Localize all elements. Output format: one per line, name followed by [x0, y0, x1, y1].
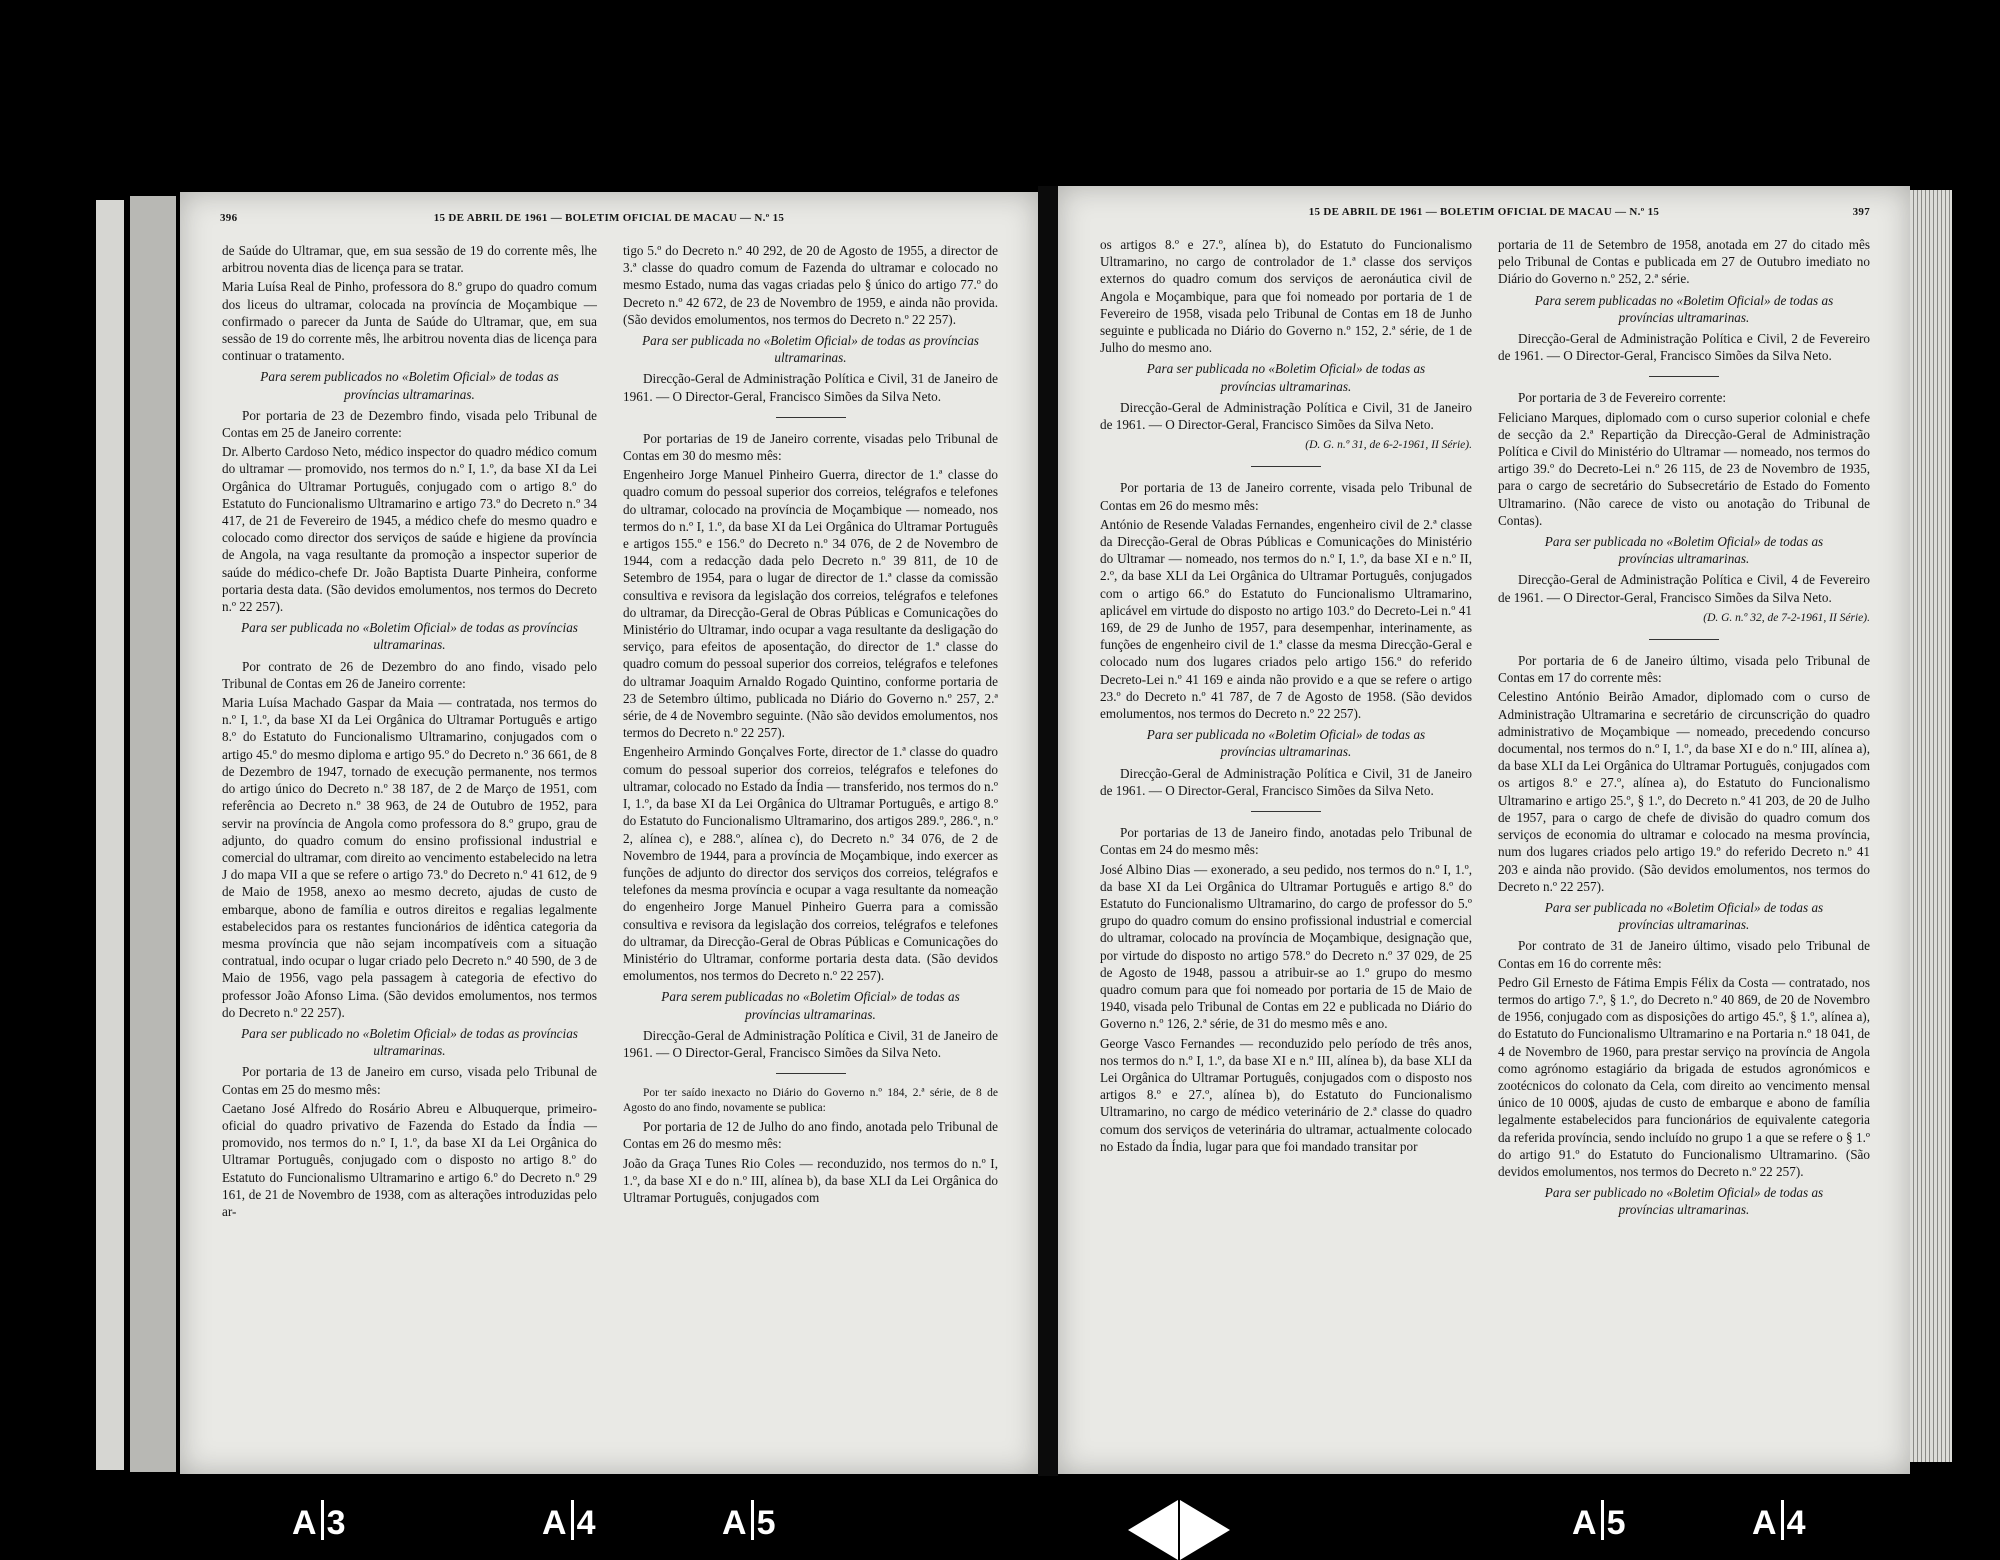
paragraph: João da Graça Tunes Rio Coles — reconduzido, nos termos do n.º I, 1.º, da base XI e do n.º III, alínea b), da base XLI da Lei Orgânica do Ultramar Português, conjugados com	[623, 1155, 998, 1205]
film-label-number: 5	[756, 1504, 777, 1542]
publication-note: Para serem publicados no «Boletim Oficial» de todas as províncias ultramarinas.	[260, 369, 559, 402]
order-intro: Por portaria de 13 de Janeiro em curso, visada pelo Tribunal de Contas em 25 do mesmo mês:	[222, 1064, 597, 1097]
paragraph: António de Resende Valadas Fernandes, engenheiro civil de 2.ª classe da Direcção-Geral de Obras Públicas e Comunicações do Ministério do Ultramar — nomeado, nos termos do n.º I, 1.º, da base XI e n.º II, 2.º, da base XLI da Lei Orgânica do Ultramar Português, conjugados com o artigo 66.º do Estatuto do Funcionalismo Ultramarino, aplicável em virtude do disposto no artigo 103.º do Decreto-Lei n.º 41 169, de 29 de Junho de 1957, para desempenhar, interinamente, as funções de engenheiro civil de 1.ª classe da mesma Direcção-Geral e colocado num dos lugares criados pelo artigo 156.º do referido Decreto-Lei n.º 41 169 e ainda não provido e a que se refere o artigo 23.º do Decreto n.º 41 787, de 7 de Agosto de 1958. (São devidos emolumentos, nos termos do Decreto n.º 22 257).	[1100, 516, 1472, 722]
film-label-number: 4	[1786, 1504, 1807, 1542]
publication-note: Para ser publicada no «Boletim Oficial» de todas as províncias ultramarinas.	[1146, 727, 1426, 760]
right-column-1	[1100, 236, 1472, 1444]
right-column-2	[1498, 236, 1870, 1444]
signature-line: Direcção-Geral de Administração Política e Civil, 31 de Janeiro de 1961. — O Director-Geral, Francisco Simões da Silva Neto.	[1100, 765, 1472, 798]
paragraph: Feliciano Marques, diplomado com o curso superior colonial e chefe de secção da 2.ª Repartição da Direcção-Geral de Administração Política e Civil do Ministério do Ultramar — nomeado, nos termos do artigo 39.º do Decreto-Lei n.º 26 115, de 23 de Novembro de 1935, para o cargo de secretário do Subsecretário de Estado do Fomento Ultramarino. (Não carece de visto ou anotação do Tribunal de Contas).	[1498, 409, 1870, 528]
film-label-number: 5	[1606, 1504, 1627, 1542]
section-divider	[1649, 376, 1719, 377]
film-label-a4-right	[1752, 1500, 1806, 1543]
section-divider	[776, 417, 846, 418]
right-page-number: 397	[1852, 206, 1870, 218]
paragraph: José Albino Dias — exonerado, a seu pedido, nos termos do n.º I, 1.º, da base XI da Lei Orgânica do Ultramar Português e artigo 8.º do Estatuto do Funcionalismo Ultramarino, do cargo de professor do 5.º grupo do quadro comum do ensino profissional industrial e comercial do ultramar, colocado na província de Moçambique, designação que, por virtude do disposto no artigo 578.º do Decreto n.º 37 029, de 25 de Agosto de 1948, passou a atribuir-se ao 1.º grupo do mesmo quadro comum para que foi nomeado por portaria de 15 de Maio de 1940, visada pelo Tribunal de Contas em 22 e publicada no Diário do Governo n.º 126, 2.ª série, de 31 do mesmo mês e ano.	[1100, 861, 1472, 1032]
left-page	[180, 192, 1038, 1474]
publication-note: Para ser publicada no «Boletim Oficial» de todas as províncias ultramarinas.	[1544, 534, 1824, 567]
film-label-letter: A	[722, 1504, 748, 1542]
right-page-stack	[1910, 190, 1952, 1462]
order-intro: Por portaria de 13 de Janeiro corrente, visada pelo Tribunal de Contas em 26 do mesmo mês:	[1100, 480, 1472, 513]
right-page	[1058, 186, 1910, 1474]
film-label-letter: A	[1752, 1504, 1778, 1542]
paragraph: portaria de 11 de Setembro de 1958, anotada em 27 do citado mês pelo Tribunal de Contas e publicada em 27 de Outubro imediato no Diário do Governo n.º 252, 2.ª série.	[1498, 237, 1870, 287]
signature-line: Direcção-Geral de Administração Política e Civil, 4 de Fevereiro de 1961. — O Director-Geral, Francisco Simões da Silva Neto.	[1498, 572, 1870, 605]
left-column-1	[222, 242, 597, 1444]
paragraph: Engenheiro Armindo Gonçalves Forte, director de 1.ª classe do quadro comum do pessoal superior dos correios, telégrafos e telefones do ultramar, colocado no Estado da Índia — transferido, nos termos do n.º I, 1.º, da base XI da Lei Orgânica do Ultramar Português, e artigo 8.º do Estatuto do Funcionalismo Ultramarino, dos artigos 289.º, 286.º, n.º 2, alínea c), e 288.º, alínea c), do Decreto n.º 34 076, de 2 de Novembro de 1944, para a província de Moçambique, indo exercer as funções de adjunto do director dos serviços dos correios, telégrafos e telefones da mesma província e ocupar a vaga resultante da nomeação do engenheiro Jorge Manuel Pinheiro Guerra para a comissão consultiva e revisora da legislação dos correios, telégrafos e telefones do ultramar, da Direcção-Geral de Obras Públicas e Comunicações do Ministério do Ultramar, conforme portaria desta data. (São devidos emolumentos, nos termos do Decreto n.º 22 257).	[623, 744, 998, 984]
signature-line: Direcção-Geral de Administração Política e Civil, 31 de Janeiro de 1961. — O Director-Geral, Francisco Simões da Silva Neto.	[1100, 399, 1472, 433]
order-intro: Por portaria de 23 de Dezembro findo, visada pelo Tribunal de Contas em 25 de Janeiro corrente:	[222, 407, 597, 441]
order-intro: Por portaria de 3 de Fevereiro corrente:	[1518, 390, 1726, 406]
left-running-title: 15 DE ABRIL DE 1961 — BOLETIM OFICIAL DE MACAU — N.º 15	[433, 212, 785, 224]
left-column-2	[623, 242, 998, 1444]
order-intro: Por portarias de 19 de Janeiro corrente, visadas pelo Tribunal de Contas em 30 do mesmo mês:	[623, 430, 998, 464]
film-label-letter: A	[1572, 1504, 1598, 1542]
signature-line: Direcção-Geral de Administração Política e Civil, 31 de Janeiro de 1961. — O Director-Geral, Francisco Simões da Silva Neto.	[623, 1027, 998, 1060]
paragraph: Dr. Alberto Cardoso Neto, médico inspector do quadro médico comum do ultramar — promovido, nos termos do n.º I, 1.º, da base XI da Lei Orgânica do Ultramar Português, conjugado com o artigo 8.º do Estatuto do Funcionalismo Ultramarino e artigo 73.º do Decreto n.º 34 417, de 21 de Fevereiro de 1945, a médico chefe do mesmo quadro e colocado como director dos serviços de saúde e higiene da província de Angola, na vaga resultante da promoção a inspector superior de saúde do médico-chefe Dr. João Baptista Duarte Pinheira, conforme portaria desta data. (São devidos emolumentos, nos termos do Decreto n.º 22 257).	[222, 444, 597, 615]
paragraph: Pedro Gil Ernesto de Fátima Empis Félix da Costa — contratado, nos termos do artigo 7.º, § 1.º, do Decreto n.º 40 869, de 20 de Novembro de 1956, conjugado com as disposições do artigo 45.º, § 1.º, alínea a), do Estatuto do Funcionalismo Ultramarino e na Portaria n.º 18 041, de 4 de Novembro de 1960, para prestar serviço na província de Angola como agrónomo estagiário da brigada de estudos agronómicos e zootécnicos do colonato da Cela, com direito ao vencimento mensal único de 10 000$, ajudas de custo de embarque e abono de família legalmente estabelecidos para funcionários de equivalente categoria da referida província, sendo incluído no grupo 1 a que se refere o § 1.º do artigo 91.º do Estatuto do Funcionalismo Ultramarino. (São devidos emolumentos, nos termos do Decreto n.º 22 257).	[1498, 974, 1870, 1179]
order-intro: Por portarias de 13 de Janeiro findo, anotadas pelo Tribunal de Contas em 24 do mesmo mês:	[1100, 825, 1472, 858]
film-label-number: 4	[576, 1504, 597, 1542]
left-page-stack	[130, 196, 176, 1472]
section-divider	[1251, 811, 1321, 812]
publication-note: Para ser publicada no «Boletim Oficial» de todas as províncias ultramarinas.	[241, 620, 578, 653]
correction-note: Por ter saído inexacto no Diário do Governo n.º 184, 2.ª série, de 8 de Agosto do ano findo, novamente se publica:	[623, 1087, 998, 1115]
film-label-a5-left	[722, 1500, 776, 1543]
right-page-header	[1098, 206, 1870, 228]
gazette-reference: (D. G. n.º 32, de 7-2-1961, II Série).	[1703, 611, 1870, 624]
right-running-title: 15 DE ABRIL DE 1961 — BOLETIM OFICIAL DE MACAU — N.º 15	[1308, 206, 1660, 218]
order-intro: Por portaria de 6 de Janeiro último, visada pelo Tribunal de Contas em 17 do corrente mês:	[1498, 653, 1870, 686]
paragraph: Celestino António Beirão Amador, diplomado com o curso de Administração Ultramarina e secretário de circunscrição do quadro administrativo de Moçambique — nomeado, precedendo concurso documental, nos termos do n.º I, 1.º, da base XI e do n.º III, alínea a), da base XLI da Lei Orgânica do Ultramar Português, conjugados com os artigos 8.º e 27.º, alínea a), do Estatuto do Funcionalismo Ultramarino e artigo 25.º, § 1.º, do Decreto n.º 41 203, de 20 de Julho de 1957, para o cargo de chefe de divisão do quadro comum dos serviços de economia do ultramar e colocado na mesma província, num dos lugares criados pelo artigo 19.º do referido Decreto n.º 41 203 e ainda não provido. (São devidos emolumentos, nos termos do Decreto n.º 22 257).	[1498, 689, 1870, 894]
paragraph: Caetano José Alfredo do Rosário Abreu e Albuquerque, primeiro-oficial do quadro privativo de Fazenda do Estado da Índia — promovido, nos termos do n.º I, 1.º, da base XI da Lei Orgânica do Ultramar Português, conjugado com o disposto no artigo 8.º do Estatuto do Funcionalismo Ultramarino e artigo 6.º do Decreto n.º 29 161, de 21 de Novembro de 1938, com as alterações introduzidas pelo ar-	[222, 1100, 597, 1219]
paragraph: Maria Luísa Real de Pinho, professora do 8.º grupo do quadro comum dos liceus do ultramar, colocada na província de Moçambique — confirmado o parecer da Junta de Saúde do Ultramar, que, em sua sessão de 19 do corrente mês, lhe arbitrou noventa dias de licença para continuar o tratamento.	[222, 279, 597, 364]
publication-note: Para ser publicada no «Boletim Oficial» de todas as províncias ultramarinas.	[1544, 899, 1824, 933]
left-page-edge	[96, 200, 124, 1470]
order-intro: Por contrato de 26 de Dezembro do ano findo, visado pelo Tribunal de Contas em 26 de Janeiro corrente:	[222, 658, 597, 691]
paragraph: de Saúde do Ultramar, que, em sua sessão de 19 do corrente mês, lhe arbitrou noventa dias de licença para se tratar.	[222, 243, 597, 276]
film-label-letter: A	[542, 1504, 568, 1542]
section-divider	[776, 1073, 846, 1074]
signature-line: Direcção-Geral de Administração Política e Civil, 31 de Janeiro de 1961. — O Director-Geral, Francisco Simões da Silva Neto.	[623, 371, 998, 404]
section-divider	[1251, 466, 1321, 467]
gazette-reference: (D. G. n.º 31, de 6-2-1961, II Série).	[1305, 439, 1472, 452]
publication-note: Para ser publicada no «Boletim Oficial» de todas as províncias ultramarinas.	[1146, 361, 1426, 394]
left-page-number: 396	[220, 212, 238, 224]
paragraph: Maria Luísa Machado Gaspar da Maia — contratada, nos termos do n.º I, 1.º, da base XI da Lei Orgânica do Ultramar Português e artigo 8.º do Estatuto do Funcionalismo Ultramarino, conjugados com o artigo 45.º do mesmo diploma e artigo 95.º do Decreto n.º 36 661, de 8 de Dezembro de 1947, tornado de execução permanente, nos termos do artigo único do Decreto n.º 38 187, de 2 de Março de 1951, com referência ao Decreto n.º 38 963, de 24 de Outubro de 1952, para servir na província de Angola como professora do 8.º grupo, grau de adjunto, do quadro comum do ensino profissional industrial e comercial do ultramar, com direito ao vencimento estabelecido na letra J do mapa VII a que se refere o artigo 73.º do Decreto n.º 41 612, de 9 de Maio de 1958, anexo ao mesmo decreto, ajudas de custo de embarque, abono de família e outros direitos e regalias legalmente estabelecidos para os restantes funcionários de idêntica categoria da mesma província que não sejam incompatíveis com a situação contratual, indo ocupar o lugar criado pelo Decreto n.º 40 590, de 3 de Maio de 1956, vago pela passagem à categoria de efectivo do professor João Afonso Lima. (São devidos emolumentos, nos termos do Decreto n.º 22 257).	[222, 695, 597, 1020]
film-label-a3	[292, 1500, 346, 1543]
order-intro: Por contrato de 31 de Janeiro último, visado pelo Tribunal de Contas em 16 do corrente mês:	[1498, 938, 1870, 971]
paragraph: os artigos 8.º e 27.º, alínea b), do Estatuto do Funcionalismo Ultramarino, no cargo de controlador de 1.ª classe dos serviços externos do quadro comum dos serviços de aeronáutica civil de Angola e Moçambique, para que foi nomeado por portaria de 1 de Fevereiro de 1958, visada pelo Tribunal de Contas em 18 de Junho seguinte e publicada no Diário do Governo n.º 152, 2.ª série, de 1 de Julho do mesmo ano.	[1100, 237, 1472, 356]
film-label-a4	[542, 1500, 596, 1543]
publication-note: Para serem publicadas no «Boletim Oficial» de todas as províncias ultramarinas.	[1534, 292, 1834, 325]
order-intro: Por portaria de 12 de Julho do ano findo, anotada pelo Tribunal de Contas em 26 do mesmo mês:	[623, 1119, 998, 1152]
publication-note: Para ser publicado no «Boletim Oficial» de todas as províncias ultramarinas.	[1544, 1185, 1824, 1218]
film-arrow-right-icon	[1180, 1500, 1230, 1560]
paragraph: George Vasco Fernandes — reconduzido pelo período de três anos, nos termos do n.º I, 1.º, da base XI e n.º III, alínea b), da base XLI da Lei Orgânica do Ultramar Português, conjugados com o disposto nos artigos 8.º e 27.º, alínea b), do Estatuto do Funcionalismo Ultramarino, no cargo de médico veterinário de 2.ª classe do quadro comum dos serviços de veterinária do ultramar, actualmente colocado no Estado da Índia, lugar para que foi mandado transitar por	[1100, 1035, 1472, 1154]
film-label-a5-right	[1572, 1500, 1626, 1543]
paragraph: Engenheiro Jorge Manuel Pinheiro Guerra, director de 1.ª classe do quadro comum do pessoal superior dos correios, telégrafos e telefones do ultramar, colocado na província de Moçambique — nomeado, nos termos do n.º I, 1.º, da base XI da Lei Orgânica do Ultramar Português e artigos 155.º e 156.º do Decreto n.º 34 076, de 2 de Novembro de 1944, com a redacção dada pelo Decreto n.º 39 811, de 10 de Setembro de 1954, para o lugar de director de 1.ª classe da comissão consultiva e revisora da legislação dos correios, telégrafos e telefones do ultramar, da Direcção-Geral de Obras Públicas e Comunicações do Ministério do Ultramar, indo ocupar a vaga resultante da desligação do serviço, para efeitos de aposentação, do director de 1.ª classe do quadro comum do pessoal superior dos correios, telégrafos e telefones do ultramar Joaquim Arnaldo Rogado Quintino, conforme portaria de 23 de Setembro último, publicada no Diário do Governo n.º 257, 2.ª série, de 4 de Novembro seguinte. (Não são devidos emolumentos, nos termos do Decreto n.º 22 257).	[623, 467, 998, 741]
publication-note: Para ser publicada no «Boletim Oficial» de todas as províncias ultramarinas.	[642, 333, 979, 366]
film-label-number: 3	[326, 1504, 347, 1542]
book-gutter	[1038, 186, 1058, 1476]
film-label-letter: A	[292, 1504, 318, 1542]
film-arrow-left-icon	[1128, 1500, 1178, 1560]
paragraph: tigo 5.º do Decreto n.º 40 292, de 20 de Agosto de 1955, a director de 3.ª classe do quadro comum de Fazenda do ultramar e colocado no mesmo Estado, numa das vagas criadas pelo § único do artigo 77.º do Decreto n.º 42 672, de 23 de Novembro de 1959, e ainda não provida. (São devidos emolumentos, nos termos do Decreto n.º 22 257).	[623, 243, 998, 327]
publication-note: Para ser publicado no «Boletim Oficial» de todas as províncias ultramarinas.	[241, 1025, 578, 1059]
left-page-header	[220, 212, 998, 234]
publication-note: Para serem publicadas no «Boletim Oficial» de todas as províncias ultramarinas.	[661, 989, 960, 1022]
signature-line: Direcção-Geral de Administração Política e Civil, 2 de Fevereiro de 1961. — O Director-Geral, Francisco Simões da Silva Neto.	[1498, 331, 1870, 364]
section-divider	[1649, 639, 1719, 640]
